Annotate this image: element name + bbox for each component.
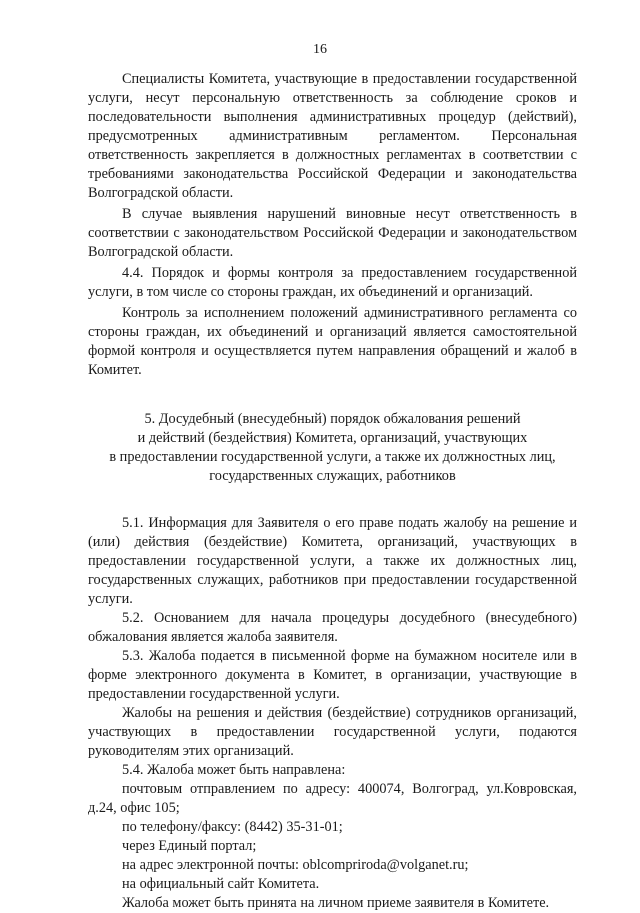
paragraph-violations-liability: В случае выявления нарушений виновные несут ответственность в соответствии с законодательством Российской Федерации и законодательством Волгоградской области. (88, 206, 577, 260)
heading-line: государственных служащих, работников (209, 468, 456, 484)
paragraph-unified-portal: через Единый портал; (122, 838, 257, 854)
paragraph-5-3-complaint-form: 5.3. Жалоба подается в письменной форме на бумажном носителе или в форме электронного документа в Комитет, в организации, участвующие в предоставлении государственной услуги. (88, 648, 577, 702)
paragraph-5-4-channels: 5.4. Жалоба может быть направлена: (122, 762, 346, 778)
paragraph-personal-reception: Жалоба может быть принята на личном приеме заявителя в Комитете. (122, 895, 550, 911)
paragraph-specialists-responsibility: Специалисты Комитета, участвующие в предоставлении государственной услуги, несут персональную ответственность за соблюдение сроков и последовательности выполнения административных процедур (действий), предусмотренных административным регламентом. Персональная ответственность закрепляется в должностных регламентах в соответствии с требованиями законодательства Российской Федерации и законодательства Волгоградской области. (88, 71, 577, 201)
document-body (88, 70, 577, 913)
paragraph-postal-address: почтовым отправлением по адресу: 400074, Волгоград, ул.Ковровская, д.24, офис 105; (88, 781, 577, 816)
heading-line: и действий (бездействия) Комитета, организаций, участвующих (137, 430, 528, 446)
heading-line: 5. Досудебный (внесудебный) порядок обжалования решений (144, 411, 521, 427)
paragraph-phone-fax: по телефону/факсу: (8442) 35-31-01; (122, 819, 343, 835)
paragraph-official-site: на официальный сайт Комитета. (122, 876, 320, 892)
heading-line: в предоставлении государственной услуги, а также их должностных лиц, (109, 449, 556, 465)
section-5-heading (88, 410, 577, 486)
paragraph-complaints-to-organizations: Жалобы на решения и действия (бездействие) сотрудников организаций, участвующих в предоставлении государственной услуги, подаются руководителям этих организаций. (88, 705, 577, 759)
paragraph-4-4-control-forms: 4.4. Порядок и формы контроля за предоставлением государственной услуги, в том числе со стороны граждан, их объединений и организаций. (88, 265, 577, 300)
paragraph-5-2-grounds: 5.2. Основанием для начала процедуры досудебного (внесудебного) обжалования является жалоба заявителя. (88, 610, 577, 645)
paragraph-email: на адрес электронной почты: oblcompriroda@volganet.ru; (122, 857, 469, 873)
paragraph-5-1-information: 5.1. Информация для Заявителя о его праве подать жалобу на решение и (или) действия (бездействие) Комитета, организаций, участвующих в предоставлении государственной услуги, а также их должностных лиц, государственных служащих, работников при предоставлении государственной услуги. (88, 515, 577, 607)
paragraph-citizen-control: Контроль за исполнением положений административного регламента со стороны граждан, их объединений и организаций является самостоятельной формой контроля и осуществляется путем направления обращений и жалоб в Комитет. (88, 305, 577, 378)
page-number: 16 (313, 42, 327, 57)
